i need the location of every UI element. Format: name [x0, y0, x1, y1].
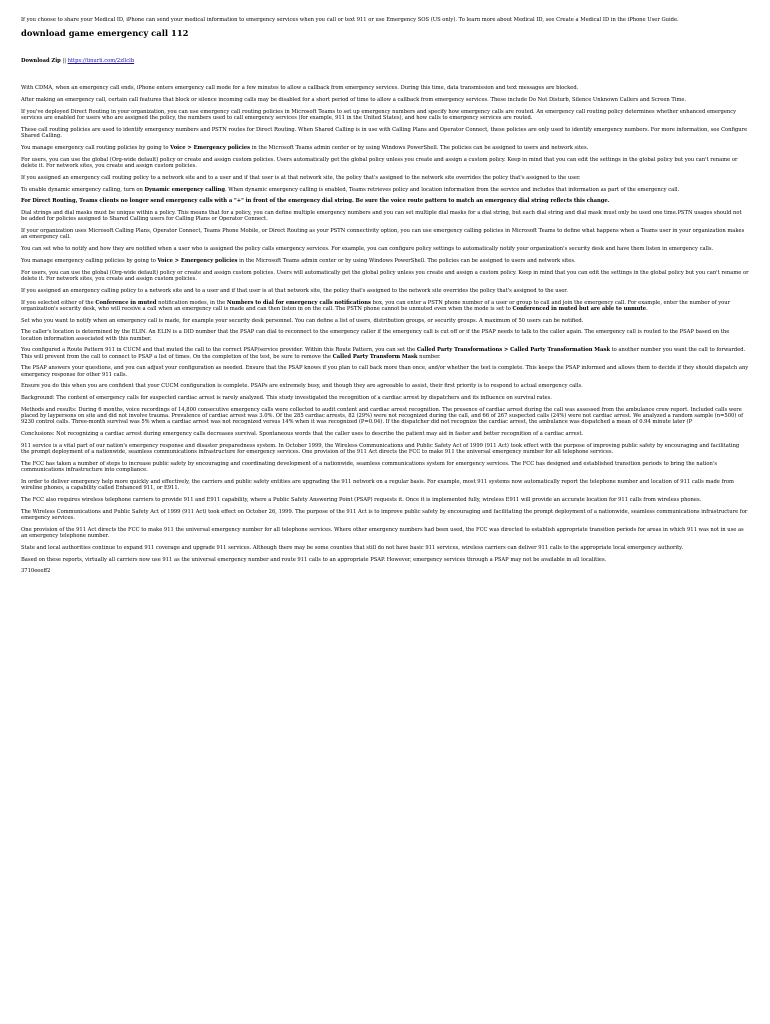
article-paragraph — [21, 347, 749, 359]
paragraph-text: If you assigned an emergency call routing policy to a network site and to a user and if that user is at that network site, the policy that's assigned to the network site overrides the policy that's assigned to the user. — [21, 174, 581, 181]
paragraph-text: Based on these reports, virtually all carriers now use 911 as the universal emergency number and route 911 calls to an appropriate PSAP. However, emergency services through a PSAP may not be available in all localities. — [21, 556, 607, 563]
article-paragraph — [21, 198, 749, 204]
paragraph-text: Conclusions: Not recognizing a cardiac arrest during emergency calls decreases survival. Spontaneous words that the caller uses to describe the patient may aid in faster and better recognition of a cardiac arrest. — [21, 431, 584, 438]
bold-text: For Direct Routing, Teams clients no longer send emergency calls with a "+" in front of the emergency dial string. Be sure the voice route pattern to match an emergency dial string reflects this change. — [21, 198, 610, 205]
article-paragraph — [21, 246, 749, 252]
bold-text: Voice > Emergency policies — [170, 145, 251, 151]
bold-text: Conference in muted — [95, 299, 157, 306]
paragraph-text: The caller's location is determined by the ELIN. An ELIN is a DID number that the PSAP can dial to reconnect to the emergency caller if the emergency call is cut off or if the PSAP needs to talk to the caller again. The emergency call is routed to the PSAP based on the location information associated with this number. — [21, 329, 730, 342]
article-paragraph — [21, 300, 749, 312]
paragraph-text: in the Microsoft Teams admin center or by using Windows PowerShell. The policies can be assigned to users and network sites. — [237, 257, 576, 264]
paragraph-text: Background: The content of emergency calls for suspected cardiac arrest is rarely analyzed. This study investigated the recognition of a cardiac arrest by dispatchers and its influence on survival rates. — [21, 395, 552, 402]
article-paragraph — [21, 127, 749, 139]
paragraph-text: You manage emergency calling policies by going to — [21, 257, 158, 264]
article-paragraph — [21, 288, 749, 294]
paragraph-text: If you've deployed Direct Routing in your organization, you can use emergency call routing policies in Microsoft Teams to set up emergency numbers and specify how emergency calls are routed. An emergency call routing policy determines whether enhanced emergency services are enabled for users who are assigned the policy, the numbers used to call emergency services (for example, 911 in the United States), and how calls to emergency services are routed. — [21, 109, 737, 122]
paragraph-text: You can set who to notify and how they are notified when a user who is assigned the policy calls emergency services. For example, you can configure policy settings to automatically notify your organization's security desk and have them listen in emergency calls. — [21, 246, 714, 253]
article-paragraph — [21, 318, 749, 324]
article-paragraph — [21, 383, 749, 389]
paragraph-text: notification modes, in the — [156, 299, 227, 306]
paragraph-text: Methods and results: During 6 months, voice recordings of 14,800 consecutive emergency calls were collected to audit content and cardiac arrest recognition. The presence of cardiac arrest during the call was assessed from the ambulance crew report. Included calls were placed by laypersons on site and did not involve trauma. Prevalence of cardiac arrest was 3.0%. Of the 285 cardiac arrests, 82 (29%) were not recognized during the call, and 66 of 267 suspected calls (24%) were not cardiac arrest. We analyzed a random sample (n=500) of 9230 control calls. Three-month survival was 5% when a cardiac arrest was not recognized versus 14% when it was recognized (P=0.04). If the dispatcher did not recognize the cardiac arrest, the ambulance was dispatched a mean of 0.94 minute later (P — [21, 406, 744, 426]
paragraph-text: in the Microsoft Teams admin center or by using Windows PowerShell. The policies can be assigned to users and network sites. — [250, 145, 589, 151]
paragraph-text: box, you can enter a PSTN phone number of a user or group to call and join the emergency call. For example, enter the number of your organization's security desk, who will receive a call when an emergency call is made and can then listen in on the call. The PSTN phone cannot be unmuted even when the mode is set to — [21, 299, 731, 312]
article-paragraph — [21, 509, 749, 521]
article-paragraph — [21, 557, 749, 563]
paragraph-text: to another number you want the call to forwarded. This will prevent from the call to connect to PSAP a list of times. On the completion of the test, be sure to remove the — [21, 347, 746, 360]
article-paragraph — [21, 443, 749, 455]
footer-code: 3710eeeff2 — [21, 568, 51, 575]
paragraph-text: Set who you want to notify when an emergency call is made, for example your security desk personnel. You can define a list of users, distribution groups, or security groups. A maximum of 50 users can be notified. — [21, 317, 584, 324]
download-separator: || — [60, 58, 68, 65]
paragraph-text: If your organization uses Microsoft Calling Plans, Operator Connect, Teams Phone Mobile, or Direct Routing as your PSTN connectivity option, you can use emergency calling policies in Microsoft Teams to define what happens when a Teams user in your organization makes an emergency call. — [21, 228, 745, 241]
paragraph-text: number. — [417, 353, 441, 360]
article-body — [21, 85, 749, 562]
article-paragraph — [21, 479, 749, 491]
intro-paragraph: If you choose to share your Medical ID, iPhone can send your medical information to emergency services when you call or text 911 or use Emergency SOS (US only). To learn more about Medical ID, see Create a Medical ID in the iPhone User Guide. — [21, 17, 679, 23]
article-paragraph — [21, 228, 749, 240]
article-paragraph — [21, 270, 749, 282]
bold-text: Numbers to dial for emergency calls notifications — [226, 299, 371, 306]
article-paragraph — [21, 527, 749, 539]
paragraph-text: If you assigned an emergency calling policy to a network site and to a user and if that user is at that network site, the policy that's assigned to the network site overrides the policy that's assigned to the user. — [21, 287, 568, 294]
paragraph-text: If you selected either of the — [21, 299, 96, 306]
paragraph-text: 911 service is a vital part of our nation's emergency response and disaster preparedness system. In October 1999, the Wireless Communications and Public Safety Act of 1999 (911 Act) took effect with the purpose of improving public safety by encouraging and facilitating the prompt deployment of a nationwide, seamless communications infrastructure for emergency services. One provision of the 911 Act directs the FCC to make 911 the universal emergency number for all telephone services. — [21, 442, 740, 456]
article-paragraph — [21, 109, 749, 121]
bold-text: Voice > Emergency policies — [157, 257, 238, 264]
article-paragraph — [21, 329, 749, 341]
article-paragraph — [21, 258, 749, 264]
article-paragraph — [21, 461, 749, 473]
article-paragraph — [21, 365, 749, 377]
paragraph-text: After making an emergency call, certain call features that block or silence incoming calls may be disabled for a short period of time to allow a callback from emergency services. These include Do Not Disturb, Silence Unknown Callers and Screen Time. — [21, 97, 687, 104]
paragraph-text: You configured a Route Pattern 911 in CUCM and that muted the call to the correct PSAP/service provider. Within this Route Pattern, you can set the — [21, 347, 417, 354]
paragraph-text: Ensure you do this when you are confident that your CUCM configuration is complete. PSAPs are extremely busy, and though they are agreeable to assist, their first priority is to respond to actual emergency calls. — [21, 383, 583, 390]
download-link[interactable]: https://tinurli.com/2zllclb — [67, 58, 135, 65]
article-paragraph — [21, 545, 749, 551]
article-paragraph — [21, 97, 749, 103]
article-paragraph — [21, 431, 749, 437]
article-paragraph — [21, 210, 749, 222]
paragraph-text: The PSAP answers your questions, and you can adjust your configuration as needed. Ensure that the PSAP knows if you plan to call back more than once, and/or whether the test is complete. This keeps the PSAP informed and allows them to decide if they should dispatch any emergency response for other 911 calls. — [21, 365, 749, 378]
paragraph-text: The Wireless Communications and Public Safety Act of 1999 (911 Act) took effect on October 26, 1999. The purpose of the 911 Act is to improve public safety by encouraging and facilitating the prompt deployment of a nationwide, seamless communications infrastructure for emergency services. — [21, 508, 748, 521]
paragraph-text: These call routing policies are used to identify emergency numbers and PSTN routes for Direct Routing. When Shared Calling is in use with Calling Plans and Operator Connect, these policies are only used to identify emergency numbers. For more information, see Configure Shared Calling. — [21, 127, 748, 140]
download-label: Download Zip — [21, 58, 61, 65]
paragraph-text: State and local authorities continue to expand 911 coverage and upgrade 911 services. Although there may be some counties that still do not have basic 911 services, wireless carriers can deliver 911 calls to the appropriate local emergency authority. — [21, 544, 684, 551]
paragraph-text: In order to deliver emergency help more quickly and effectively, the carriers and public safety entities are upgrading the 911 network on a regular basis. For example, most 911 systems now automatically report the telephone number and location of 911 calls made from wireline phones, a capability called Enhanced 911, or E911. — [21, 478, 734, 492]
paragraph-text: To enable dynamic emergency calling, turn on — [21, 186, 145, 193]
paragraph-text: Dial strings and dial masks must be unique within a policy. This means that for a policy, you can define multiple emergency numbers and you can set multiple dial masks for a dial string, but each dial string and dial mask must only be used one time.PSTN usages should not be added for policies assigned to Shared Calling users for Calling Plans or Operator Connect. — [21, 210, 742, 223]
paragraph-text: For users, you can use the global (Org-wide default) policy or create and assign custom policies. Users will automatically get the global policy unless you create and assign a custom policy. Keep in mind that you can edit the settings in the global policy but you can't rename or delete it. For network sites, you create and assign custom policies. — [21, 269, 749, 282]
article-paragraph — [21, 407, 749, 426]
download-line — [21, 58, 749, 64]
article-paragraph — [21, 395, 749, 401]
article-paragraph — [21, 145, 749, 151]
paragraph-text: The FCC has taken a number of steps to increase public safety by encouraging and coordinating development of a nationwide, seamless communications system for emergency services. The FCC has designed and established transition periods to bring the nation's communications infrastructure into compliance. — [21, 460, 717, 474]
article-paragraph — [21, 497, 749, 503]
paragraph-text: The FCC also requires wireless telephone carriers to provide 911 and E911 capability, where a Public Safety Answering Point (PSAP) requests it. Once it is implemented fully, wireless E911 will provide an accurate location for 911 calls from wireless phones. — [21, 496, 702, 503]
paragraph-text: . When dynamic emergency calling is enabled, Teams retrieves policy and location information from the service and includes that information as part of the emergency call. — [224, 186, 680, 193]
bold-text: Conferenced in muted but are able to unmute — [512, 305, 647, 312]
article-paragraph — [21, 187, 749, 193]
bold-text: Called Party Transform Mask — [332, 353, 418, 360]
paragraph-text: For users, you can use the global (Org-wide default) policy or create and assign custom policies. Users automatically get the global policy unless you create and assign a custom policy. Keep in mind that you can edit the settings in the global policy but you can't rename or delete it. For network sites, you create and assign custom policies. — [21, 156, 738, 169]
paragraph-text: One provision of the 911 Act directs the FCC to make 911 the universal emergency number for all telephone services. Where other emergency numbers had been used, the FCC was directed to establish appropriate transition periods for areas in which 911 was not in use as an emergency telephone number. — [21, 526, 744, 539]
paragraph-text: . — [646, 305, 648, 312]
paragraph-text: You manage emergency call routing policies by going to — [21, 145, 171, 151]
bold-text: Dynamic emergency calling — [144, 186, 225, 193]
page-title: download game emergency call 112 — [21, 28, 189, 39]
paragraph-text: With CDMA, when an emergency call ends, iPhone enters emergency call mode for a few minutes to allow a callback from emergency services. During this time, data transmission and text messages are blocked. — [21, 85, 579, 92]
article-paragraph — [21, 175, 749, 181]
article-paragraph — [21, 157, 749, 169]
bold-text: Called Party Transformations > Called Party Transformation Mask — [416, 347, 610, 354]
article-paragraph — [21, 85, 749, 91]
